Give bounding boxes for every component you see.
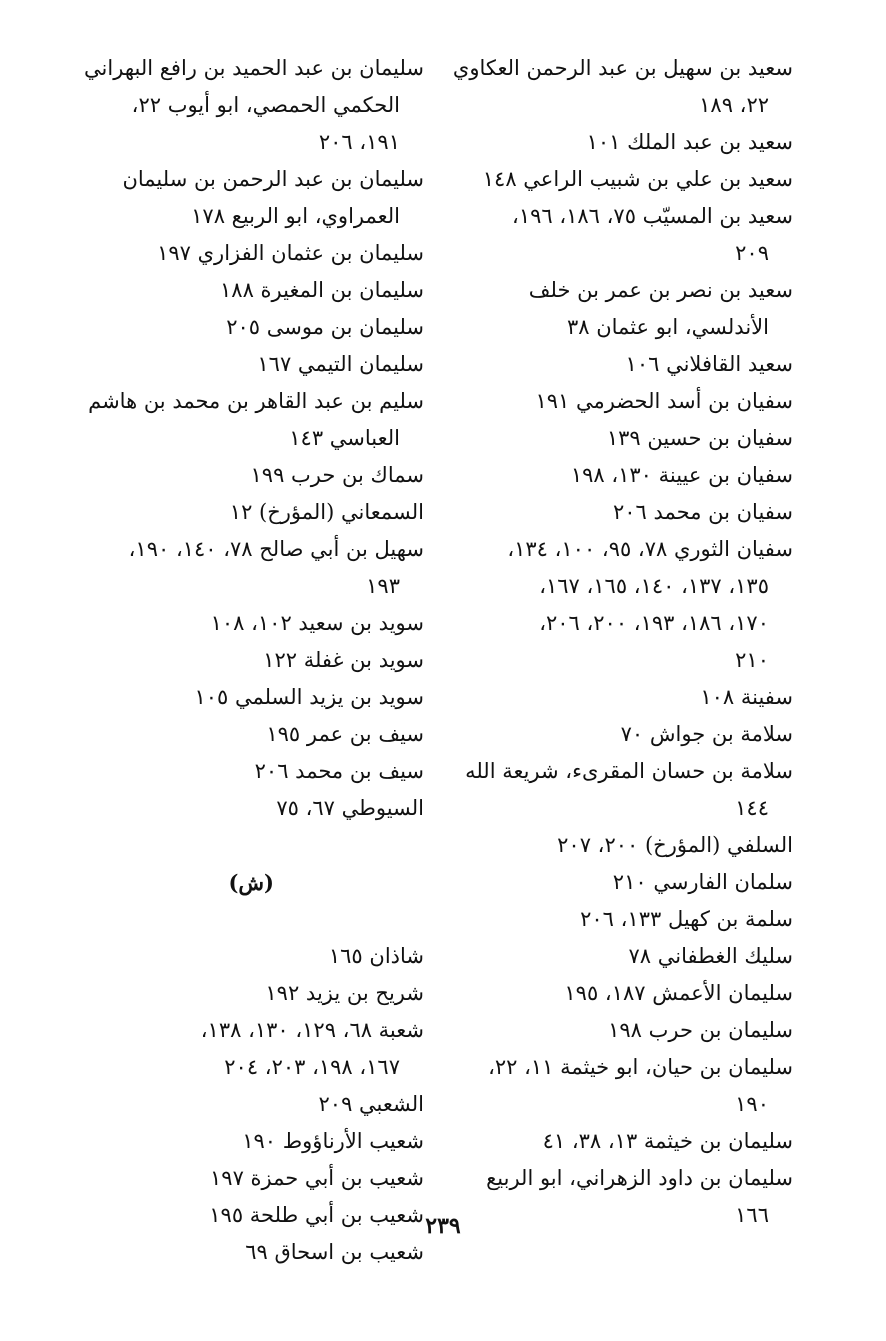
index-entry: شعيب الأرناؤوط ١٩٠ xyxy=(242,1129,424,1153)
index-entry: ١٦٧، ١٩٨، ٢٠٣، ٢٠٤ xyxy=(224,1055,400,1079)
index-entry: سفيان بن أسد الحضرمي ١٩١ xyxy=(535,389,793,413)
index-entry: شعيب بن اسحاق ٦٩ xyxy=(245,1240,424,1264)
index-entry: سليمان الأعمش ١٨٧، ١٩٥ xyxy=(564,981,793,1005)
index-entry: سعيد القافلاني ١٠٦ xyxy=(625,352,793,376)
index-entry: سلامة بن جواش ٧٠ xyxy=(620,722,793,746)
index-entry: السمعاني (المؤرخ) ١٢ xyxy=(229,500,424,524)
index-entry: سعيد بن المسيّب ٧٥، ١٨٦، ١٩٦، xyxy=(512,204,793,228)
index-entry: سليمان بن موسى ٢٠٥ xyxy=(226,315,424,339)
index-column-left xyxy=(74,50,424,1271)
index-entry: السيوطي ٦٧، ٧٥ xyxy=(276,796,424,820)
index-entry: شاذان ١٦٥ xyxy=(328,944,424,968)
index-entry: سليمان بن عبد الحميد بن رافع البهراني xyxy=(84,56,424,80)
index-entry: السلفي (المؤرخ) ٢٠٠، ٢٠٧ xyxy=(557,833,793,857)
index-entry: سعيد بن سهيل بن عبد الرحمن العكاوي xyxy=(452,56,793,80)
index-entry: سعيد بن نصر بن عمر بن خلف xyxy=(528,278,793,302)
index-entry: ١٦٦ xyxy=(735,1203,769,1227)
index-entry: سلمة بن كهيل ١٣٣، ٢٠٦ xyxy=(580,907,793,931)
index-entry: سماك بن حرب ١٩٩ xyxy=(250,463,424,487)
index-entry: ٢٠٩ xyxy=(735,241,769,265)
index-entry: سويد بن غفلة ١٢٢ xyxy=(263,648,424,672)
index-entry: شعبة ٦٨، ١٢٩، ١٣٠، ١٣٨، xyxy=(200,1018,424,1042)
index-entry: سليمان بن حيان، ابو خيثمة ١١، ٢٢، xyxy=(488,1055,793,1079)
index-entry: العباسي ١٤٣ xyxy=(289,426,400,450)
index-entry: سفينة ١٠٨ xyxy=(700,685,793,709)
index-entry: سلمان الفارسي ٢١٠ xyxy=(612,870,793,894)
index-entry: سليمان بن حرب ١٩٨ xyxy=(608,1018,793,1042)
index-entry: سليمان التيمي ١٦٧ xyxy=(257,352,424,376)
spacer xyxy=(74,827,424,864)
index-entry: سليمان بن خيثمة ١٣، ٣٨، ٤١ xyxy=(542,1129,793,1153)
index-column-right xyxy=(452,50,793,1234)
index-entry: سليم بن عبد القاهر بن محمد بن هاشم xyxy=(88,389,424,413)
spacer xyxy=(74,901,424,938)
page-number: ٢٣٩ xyxy=(425,1213,461,1239)
index-entry: سفيان بن محمد ٢٠٦ xyxy=(612,500,793,524)
index-entry: العمراوي، ابو الربيع ١٧٨ xyxy=(191,204,400,228)
index-entry: سعيد بن عبد الملك ١٠١ xyxy=(586,130,793,154)
index-entry: الحكمي الحمصي، ابو أيوب ٢٢، xyxy=(131,93,400,117)
index-entry: سفيان بن عيينة ١٣٠، ١٩٨ xyxy=(570,463,793,487)
index-entry: سويد بن سعيد ١٠٢، ١٠٨ xyxy=(210,611,424,635)
index-entry: سليمان بن المغيرة ١٨٨ xyxy=(220,278,424,302)
index-entry: سيف بن عمر ١٩٥ xyxy=(266,722,424,746)
index-entry: سفيان بن حسين ١٣٩ xyxy=(606,426,793,450)
index-entry: سفيان الثوري ٧٨، ٩٥، ١٠٠، ١٣٤، xyxy=(507,537,793,561)
index-entry: ٢٢، ١٨٩ xyxy=(699,93,769,117)
index-entry: ٢١٠ xyxy=(735,648,769,672)
index-entry: الشعبي ٢٠٩ xyxy=(318,1092,424,1116)
index-entry: سهيل بن أبي صالح ٧٨، ١٤٠، ١٩٠، xyxy=(128,537,424,561)
index-entry: سليمان بن داود الزهراني، ابو الربيع xyxy=(486,1166,793,1190)
index-entry: سعيد بن علي بن شبيب الراعي ١٤٨ xyxy=(482,167,793,191)
index-entry: ١٤٤ xyxy=(735,796,769,820)
index-entry: سويد بن يزيد السلمي ١٠٥ xyxy=(194,685,424,709)
index-entry: سليك الغطفاني ٧٨ xyxy=(628,944,793,968)
index-entry: سيف بن محمد ٢٠٦ xyxy=(254,759,424,783)
index-entry: سليمان بن عبد الرحمن بن سليمان xyxy=(122,167,424,191)
index-entry: ١٩٣ xyxy=(366,574,400,598)
index-entry: شعيب بن أبي طلحة ١٩٥ xyxy=(209,1203,424,1227)
section-heading: (ش) xyxy=(228,870,274,895)
index-entry: سلامة بن حسان المقرىء، شريعة الله xyxy=(465,759,793,783)
index-entry: شعيب بن أبي حمزة ١٩٧ xyxy=(210,1166,424,1190)
index-entry: ١٣٥، ١٣٧، ١٤٠، ١٦٥، ١٦٧، xyxy=(539,574,769,598)
index-entry: ١٩٠ xyxy=(735,1092,769,1116)
index-entry: ١٩١، ٢٠٦ xyxy=(318,130,400,154)
index-entry: سليمان بن عثمان الفزاري ١٩٧ xyxy=(157,241,424,265)
index-entry: الأندلسي، ابو عثمان ٣٨ xyxy=(566,315,769,339)
index-entry: شريح بن يزيد ١٩٢ xyxy=(265,981,424,1005)
index-entry: ١٧٠، ١٨٦، ١٩٣، ٢٠٠، ٢٠٦، xyxy=(539,611,769,635)
